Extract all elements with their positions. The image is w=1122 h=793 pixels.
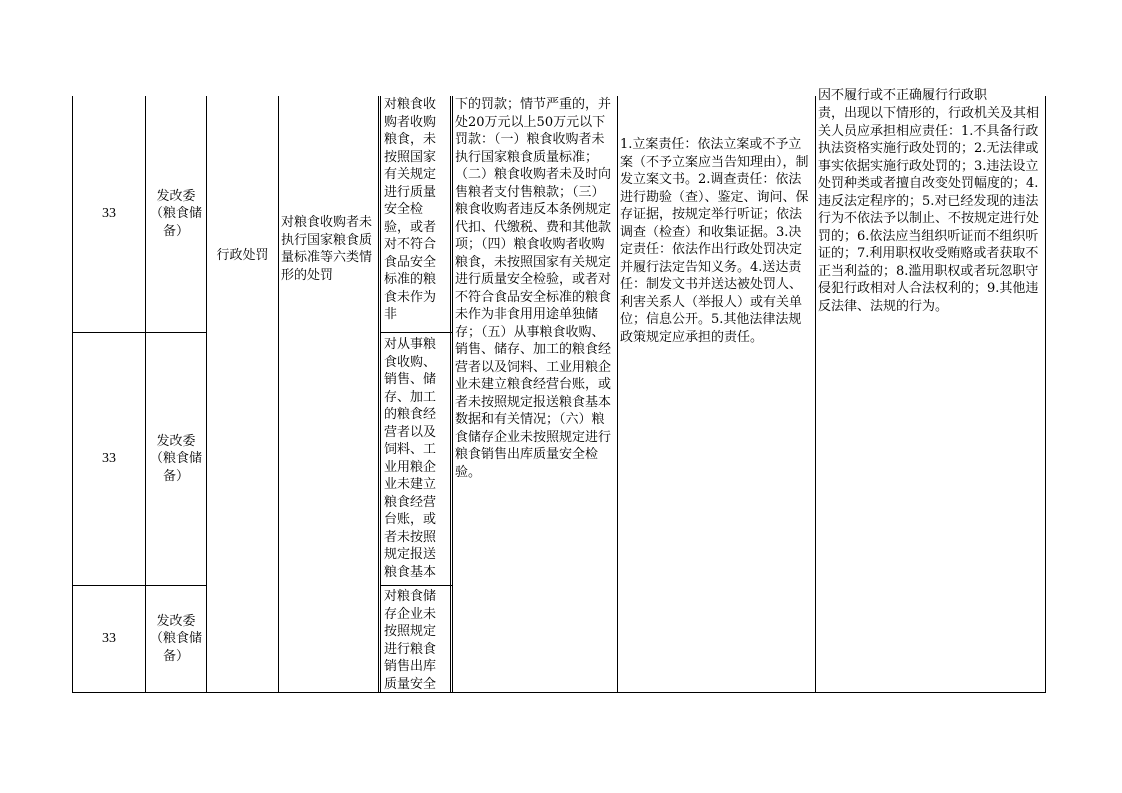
responsibility-cell: 1.立案责任：依法立案或不予立案（不予立案应当告知理由），制发立案文书。2.调查责任：依法进行勘验（查）、鉴定、询问、保存证据，按规定举行听证；依法调查（检查）和收集证据。3.决定责任：依法作出行政处罚决定并履行法定告知义务。4.送达责任：制发文书并送达被处罚人、利害关系人（举报人）或有关单位；信息公开。5.其他法律法规政策规定应承担的责任。 (620, 137, 809, 345)
category-cell: 行政处罚 (216, 248, 269, 264)
grid-line (378, 96, 379, 693)
department-cell: 发改委（粮食储备） (150, 188, 203, 239)
grid-line (380, 585, 452, 586)
department-cell: 发改委（粮食储备） (150, 433, 203, 484)
department-cell: 发改委（粮食储备） (150, 613, 203, 664)
accountability-cell: 责，出现以下情形的，行政机关及其相关人员应承担相应责任：1.不具备行政执法资格实施行政处罚的；2.无法律或事实依据实施行政处罚的；3.违法设立处罚种类或者擅自改变处罚幅度的；4.违反法定程序的；5.对已经发现的违法行为不依法予以制止、不按规定进行处罚的；6.依法应当组织听证而不组织听证的；7.利用职权收受贿赂或者获取不正当利益的；8.滥用职权或者玩忽职守侵犯行政相对人合法权利的；9.其他违反法律、法规的行为。 (818, 106, 1040, 314)
accountability-partial-line: 因不履行或不正确履行行政职 (818, 88, 988, 103)
grid-line (450, 96, 451, 693)
grid-line (72, 692, 1046, 693)
subitem-cell: 对粮食收购者收购粮食，未按照国家有关规定进行质量安全检验，或者对不符合食品安全标准的粮食未作为非 (384, 97, 437, 322)
grid-line (145, 96, 146, 693)
grid-line (278, 96, 279, 693)
grid-line (815, 96, 816, 693)
subitem-cell: 对粮食储存企业未按照规定进行粮食销售出库质量安全 (384, 589, 437, 692)
table (72, 88, 1046, 693)
subitem-cell: 对从事粮食收购、销售、储存、加工的粮食经营者以及饲料、工业用粮企业未建立粮食经营台账，或者未按照规定报送粮食基本 (384, 337, 437, 580)
grid-line (1045, 96, 1046, 693)
item-name-cell: 对粮食收购者未执行国家粮食质量标准等六类情形的处罚 (281, 215, 373, 283)
grid-line (617, 96, 618, 693)
row-number: 33 (102, 206, 116, 222)
row-number: 33 (102, 451, 116, 467)
row-number: 33 (102, 631, 116, 647)
grid-line (452, 96, 453, 693)
legal-basis-cell: 下的罚款；情节严重的，并处20万元以上50万元以下罚款：（一）粮食收购者未执行国家粮食质量标准；（二）粮食收购者未及时向售粮者支付售粮款；（三）粮食收购者违反本条例规定代扣、代缴税、费和其他款项；（四）粮食收购者收购粮食，未按照国家有关规定进行质量安全检验，或者对不符合食品安全标准的粮食未作为非食用用途单独储存；（五）从事粮食收购、销售、储存、加工的粮食经营者以及饲料、工业用粮企业未建立粮食经营台账，或者未按照规定报送粮食基本数据和有关情况；（六）粮食储存企业未按照规定进行粮食销售出库质量安全检验。 (455, 97, 612, 480)
grid-line (380, 332, 452, 333)
grid-line (380, 96, 381, 693)
